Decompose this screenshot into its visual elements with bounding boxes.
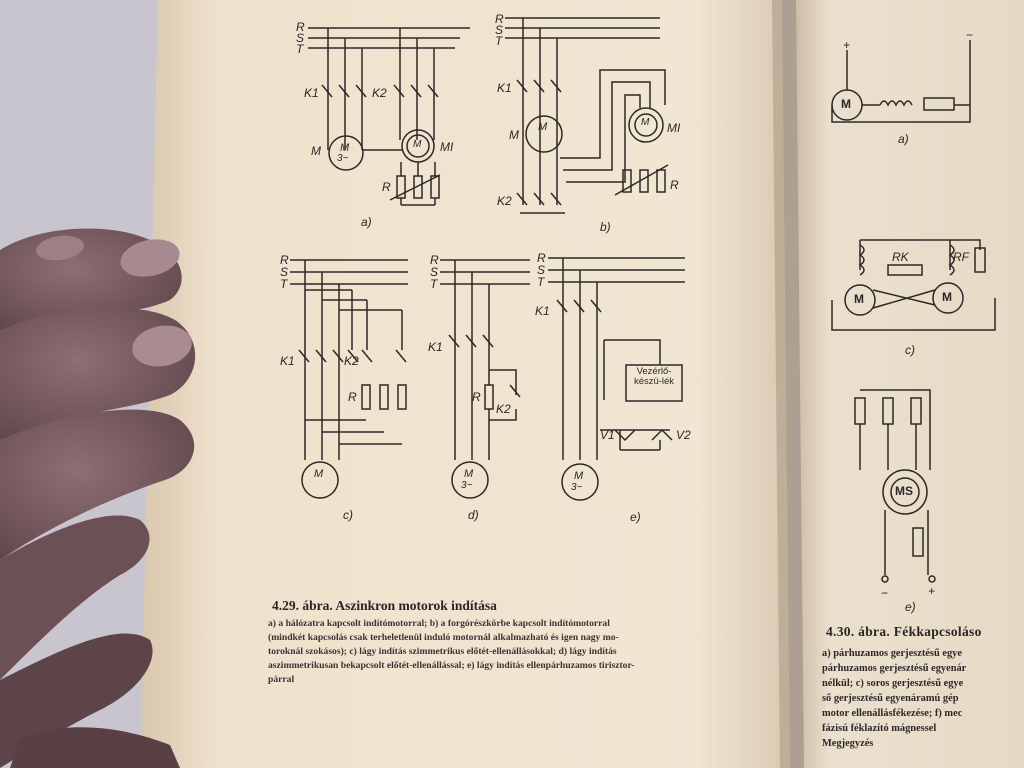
label-m-a-circle2: M xyxy=(413,139,422,150)
fig-label-e: e) xyxy=(630,510,641,524)
label-m1-b: MI xyxy=(667,121,681,135)
label-3ph-e: 3~ xyxy=(571,482,583,493)
label-minus-ra: − xyxy=(966,28,974,42)
fig-label-a: a) xyxy=(361,215,372,229)
fig-label-b: b) xyxy=(600,220,611,234)
phase-label-e-t: T xyxy=(537,275,545,289)
label-m-b-circle2: M xyxy=(641,117,650,128)
label-m-rc2: M xyxy=(942,290,952,304)
label-k1-c: K1 xyxy=(280,354,295,368)
fig-label-c: c) xyxy=(343,508,353,522)
label-m-e: M xyxy=(574,470,584,482)
caption-line: párral xyxy=(268,674,295,685)
fig-label-re: e) xyxy=(905,600,916,614)
label-r-a: R xyxy=(382,180,391,194)
fig-label-rc: c) xyxy=(905,343,915,357)
phase-label-d-r: R xyxy=(430,253,439,267)
label-k2-d: K2 xyxy=(496,402,511,416)
label-3ph-d: 3~ xyxy=(461,480,473,491)
label-m-c: M xyxy=(314,468,324,480)
label-m-d: M xyxy=(464,468,474,480)
label-k1-a: K1 xyxy=(304,86,319,100)
caption-line: a) párhuzamos gerjesztésű egye xyxy=(822,648,962,659)
caption-body-left xyxy=(268,617,768,687)
phase-label-c-r: R xyxy=(280,253,289,267)
fig-label-ra: a) xyxy=(898,132,909,146)
label-k1-b: K1 xyxy=(497,81,512,95)
label-ms: MS xyxy=(895,484,913,498)
label-3ph-a: 3~ xyxy=(337,153,349,164)
label-k1-d: K1 xyxy=(428,340,443,354)
caption-line: ső gerjesztésű egyenáramú gép xyxy=(822,693,959,704)
caption-title-right: 4.30. ábra. Fékkapcsoláso xyxy=(826,624,982,639)
label-minus-re: − xyxy=(881,586,889,600)
caption-line: aszimmetrikusan bekapcsolt előtét-ellenállással; e) lágy indítás ellenpárhuzamos tirisztor- xyxy=(268,660,635,671)
label-m-a-circle: M xyxy=(340,142,350,154)
label-k2-c: K2 xyxy=(344,354,359,368)
caption-line: (mindkét kapcsolás csak terheletlenül induló motornál alkalmazható és igen nagy mo- xyxy=(268,632,619,643)
label-k2-b: K2 xyxy=(497,194,512,208)
phase-label-d-s: S xyxy=(430,265,439,279)
label-v2-e: V2 xyxy=(676,428,691,442)
phase-label-b-r: R xyxy=(495,12,504,26)
label-m-rc1: M xyxy=(854,292,864,306)
phase-label-e-s: S xyxy=(537,263,546,277)
label-k1-e: K1 xyxy=(535,304,550,318)
label-v1-e: V1 xyxy=(600,428,615,442)
label-plus-re: + xyxy=(928,584,936,598)
label-r-b: R xyxy=(670,178,679,192)
label-rf: RF xyxy=(953,250,969,264)
caption-line: a) a hálózatra kapcsolt indítómotorral; b) a forgórészkörbe kapcsolt indítómotorral xyxy=(268,618,610,629)
phase-label-a-r: R xyxy=(296,20,305,34)
label-m-a: M xyxy=(311,144,321,158)
caption-line: toroknál szokásos); c) lágy indítás szimmetrikus előtét-ellenállásokkal; d) lágy indítás xyxy=(268,646,617,657)
label-plus-ra: + xyxy=(843,38,851,52)
caption-line: motor ellenállásfékezése; f) mec xyxy=(822,708,963,719)
label-k2-a: K2 xyxy=(372,86,387,100)
label-m1-a: MI xyxy=(440,140,454,154)
caption-line: Megjegyzés xyxy=(822,738,874,749)
caption-line: fázisú féklazító mágnessel xyxy=(822,723,937,734)
caption-body-right xyxy=(822,646,1022,751)
label-m-b: M xyxy=(509,128,519,142)
label-m-ra: M xyxy=(841,97,851,111)
phase-label-a-t: T xyxy=(296,42,304,56)
fig-label-d: d) xyxy=(468,508,479,522)
phase-label-b-t: T xyxy=(495,34,503,48)
phase-label-e-r: R xyxy=(537,251,546,265)
phase-label-d-t: T xyxy=(430,277,438,291)
label-m-b-circle: M xyxy=(538,121,548,133)
caption-title-left: 4.29. ábra. Aszinkron motorok indítása xyxy=(272,598,497,613)
phase-label-c-t: T xyxy=(280,277,288,291)
phase-label-a-s: S xyxy=(296,31,305,45)
caption-line: nélkül; c) soros gerjesztésű egye xyxy=(822,678,964,689)
label-r-c: R xyxy=(348,390,357,404)
label-controller-e: Vezérlő-készü-lék xyxy=(633,366,675,387)
phase-label-b-s: S xyxy=(495,23,504,37)
phase-label-c-s: S xyxy=(280,265,289,279)
label-rk: RK xyxy=(892,250,909,264)
caption-line: párhuzamos gerjesztésű egyenár xyxy=(822,663,967,674)
label-r-d: R xyxy=(472,390,481,404)
